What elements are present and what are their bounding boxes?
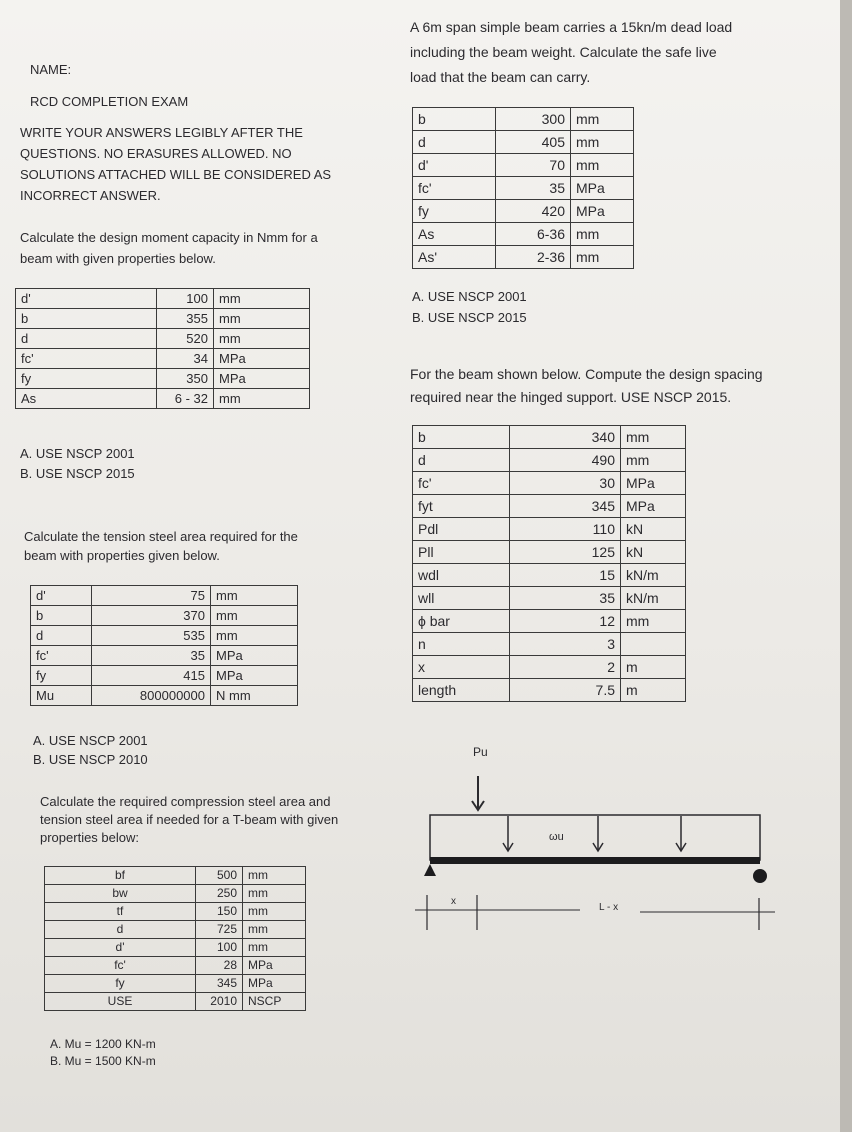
property-value: 100: [157, 289, 214, 309]
table-row: [413, 108, 634, 131]
property-label: b: [16, 309, 157, 329]
beam-line: [430, 857, 760, 864]
table-row: [413, 154, 634, 177]
property-label: d': [31, 586, 92, 606]
table-row: [413, 610, 686, 633]
property-unit: MPa: [621, 472, 686, 495]
property-label: b: [31, 606, 92, 626]
table-row: [16, 329, 310, 349]
instructions-line-4: INCORRECT ANSWER.: [20, 188, 161, 203]
table-row: [413, 131, 634, 154]
property-value: 100: [196, 939, 243, 957]
table-row: [413, 679, 686, 702]
property-label: ϕ bar: [413, 610, 510, 633]
q3-prompt-line-1: Calculate the tension steel area required for the: [24, 529, 298, 544]
q2-properties-table: [412, 107, 634, 269]
property-label: n: [413, 633, 510, 656]
property-label: As: [413, 223, 496, 246]
property-label: fc': [45, 957, 196, 975]
table-row: [413, 177, 634, 200]
table-row: [45, 921, 306, 939]
property-unit: mm: [214, 289, 310, 309]
property-unit: MPa: [621, 495, 686, 518]
property-label: Mu: [31, 686, 92, 706]
q3-option-a: A. USE NSCP 2001: [33, 733, 148, 748]
property-value: 405: [496, 131, 571, 154]
property-label: wll: [413, 587, 510, 610]
property-value: 28: [196, 957, 243, 975]
property-value: 12: [510, 610, 621, 633]
q5-prompt-line-1: Calculate the required compression steel area and: [40, 794, 331, 809]
point-load-label: Pu: [473, 745, 488, 759]
property-value: 345: [196, 975, 243, 993]
property-label: fy: [31, 666, 92, 686]
q2-prompt-line-3: load that the beam can carry.: [410, 69, 591, 85]
property-unit: mm: [571, 154, 634, 177]
property-unit: mm: [571, 246, 634, 269]
table-row: [413, 200, 634, 223]
table-row: [413, 495, 686, 518]
q5-prompt-line-3: properties below:: [40, 830, 139, 845]
property-value: 350: [157, 369, 214, 389]
property-unit: mm: [621, 426, 686, 449]
property-value: 490: [510, 449, 621, 472]
property-unit: MPa: [214, 349, 310, 369]
property-unit: mm: [571, 223, 634, 246]
q3-properties-table: [30, 585, 298, 706]
property-unit: mm: [621, 610, 686, 633]
property-value: 345: [510, 495, 621, 518]
table-row: [413, 564, 686, 587]
property-unit: MPa: [243, 957, 306, 975]
table-row: [45, 867, 306, 885]
property-label: d: [413, 449, 510, 472]
property-value: 6-36: [496, 223, 571, 246]
property-label: d: [45, 921, 196, 939]
property-unit: mm: [243, 903, 306, 921]
q4-properties-table: [412, 425, 686, 702]
property-label: fc': [413, 177, 496, 200]
property-label: fy: [16, 369, 157, 389]
property-value: 34: [157, 349, 214, 369]
property-label: fy: [45, 975, 196, 993]
property-value: 70: [496, 154, 571, 177]
property-unit: mm: [243, 939, 306, 957]
property-label: As: [16, 389, 157, 409]
instructions-line-1: WRITE YOUR ANSWERS LEGIBLY AFTER THE: [20, 125, 303, 140]
name-label: NAME:: [30, 62, 72, 77]
q3-prompt-line-2: beam with properties given below.: [24, 548, 220, 563]
property-value: 35: [510, 587, 621, 610]
property-value: 35: [496, 177, 571, 200]
table-row: [413, 246, 634, 269]
q5-option-a: A. Mu = 1200 KN-m: [50, 1037, 156, 1051]
property-value: 15: [510, 564, 621, 587]
instructions-line-3: SOLUTIONS ATTACHED WILL BE CONSIDERED AS: [20, 167, 332, 182]
property-value: 7.5: [510, 679, 621, 702]
property-value: 2: [510, 656, 621, 679]
table-row: [45, 957, 306, 975]
table-row: [413, 472, 686, 495]
property-label: bw: [45, 885, 196, 903]
distributed-load-block: [430, 815, 760, 860]
property-value: 125: [510, 541, 621, 564]
property-unit: mm: [211, 606, 298, 626]
property-value: 75: [92, 586, 211, 606]
q2-option-a: A. USE NSCP 2001: [412, 289, 527, 304]
property-unit: kN/m: [621, 587, 686, 610]
table-row: [413, 541, 686, 564]
property-label: fc': [16, 349, 157, 369]
property-value: 800000000: [92, 686, 211, 706]
table-row: [45, 885, 306, 903]
property-value: 370: [92, 606, 211, 626]
q1-option-b: B. USE NSCP 2015: [20, 466, 135, 481]
property-unit: MPa: [571, 200, 634, 223]
distributed-load-label: ωu: [549, 831, 564, 843]
property-label: d: [16, 329, 157, 349]
property-unit: m: [621, 656, 686, 679]
property-unit: kN/m: [621, 564, 686, 587]
dimension-x-label: x: [451, 896, 456, 907]
property-label: As': [413, 246, 496, 269]
table-row: [413, 633, 686, 656]
property-unit: m: [621, 679, 686, 702]
exam-title: RCD COMPLETION EXAM: [30, 94, 189, 109]
table-row: [16, 289, 310, 309]
table-row: [16, 349, 310, 369]
property-unit: MPa: [243, 975, 306, 993]
property-value: 2-36: [496, 246, 571, 269]
property-value: 500: [196, 867, 243, 885]
table-row: [16, 309, 310, 329]
dimension-line: [415, 895, 775, 930]
property-value: 6 - 32: [157, 389, 214, 409]
q4-prompt-line-2: required near the hinged support. USE NSCP 2015.: [410, 389, 732, 405]
table-row: [413, 426, 686, 449]
q2-prompt-line-1: A 6m span simple beam carries a 15kn/m dead load: [410, 19, 733, 35]
property-value: 30: [510, 472, 621, 495]
q1-option-a: A. USE NSCP 2001: [20, 446, 135, 461]
property-label: tf: [45, 903, 196, 921]
property-unit: MPa: [211, 646, 298, 666]
property-unit: MPa: [214, 369, 310, 389]
table-row: [31, 586, 298, 606]
table-row: [16, 389, 310, 409]
q5-prompt-line-2: tension steel area if needed for a T-beam with given: [40, 812, 339, 827]
property-unit: mm: [214, 329, 310, 349]
dimension-rest-label: L - x: [599, 902, 619, 913]
property-value: 415: [92, 666, 211, 686]
property-value: 110: [510, 518, 621, 541]
q1-properties-table: [15, 288, 310, 409]
property-label: fc': [413, 472, 510, 495]
property-label: d': [413, 154, 496, 177]
property-unit: kN: [621, 518, 686, 541]
property-label: USE: [45, 993, 196, 1011]
property-label: bf: [45, 867, 196, 885]
property-value: 725: [196, 921, 243, 939]
table-row: [413, 587, 686, 610]
property-label: fy: [413, 200, 496, 223]
beam-diagram: [405, 740, 785, 950]
table-row: [45, 975, 306, 993]
property-label: Pll: [413, 541, 510, 564]
property-unit: mm: [211, 586, 298, 606]
property-unit: [621, 633, 686, 656]
distributed-load-arrow: [593, 816, 603, 851]
property-unit: MPa: [571, 177, 634, 200]
table-row: [413, 449, 686, 472]
table-row: [31, 646, 298, 666]
property-unit: mm: [571, 108, 634, 131]
paper-edge-shadow: [840, 0, 852, 1132]
property-value: 520: [157, 329, 214, 349]
property-value: 150: [196, 903, 243, 921]
property-unit: NSCP: [243, 993, 306, 1011]
property-label: d': [16, 289, 157, 309]
property-label: b: [413, 108, 496, 131]
table-row: [16, 369, 310, 389]
q1-prompt-line-2: beam with given properties below.: [20, 251, 216, 266]
table-row: [413, 656, 686, 679]
property-unit: mm: [211, 626, 298, 646]
property-label: d: [413, 131, 496, 154]
property-unit: mm: [243, 867, 306, 885]
property-label: Pdl: [413, 518, 510, 541]
property-unit: N mm: [211, 686, 298, 706]
table-row: [413, 223, 634, 246]
table-row: [45, 903, 306, 921]
property-value: 340: [510, 426, 621, 449]
property-unit: kN: [621, 541, 686, 564]
property-label: d: [31, 626, 92, 646]
property-value: 2010: [196, 993, 243, 1011]
property-label: d': [45, 939, 196, 957]
property-label: wdl: [413, 564, 510, 587]
hinge-support-icon: [424, 864, 436, 876]
q5-properties-table: [44, 866, 306, 1011]
property-value: 300: [496, 108, 571, 131]
table-row: [31, 666, 298, 686]
q2-prompt-line-2: including the beam weight. Calculate the safe live: [410, 44, 717, 60]
property-value: 35: [92, 646, 211, 666]
table-row: [31, 626, 298, 646]
q3-option-b: B. USE NSCP 2010: [33, 752, 148, 767]
table-row: [31, 686, 298, 706]
property-unit: mm: [243, 921, 306, 939]
q1-prompt-line-1: Calculate the design moment capacity in Nmm for a: [20, 230, 318, 245]
q5-option-b: B. Mu = 1500 KN-m: [50, 1054, 156, 1068]
table-row: [45, 993, 306, 1011]
table-row: [45, 939, 306, 957]
property-label: fc': [31, 646, 92, 666]
instructions-line-2: QUESTIONS. NO ERASURES ALLOWED. NO: [20, 146, 292, 161]
property-value: 420: [496, 200, 571, 223]
distributed-load-arrow: [503, 816, 513, 851]
property-unit: mm: [243, 885, 306, 903]
property-label: b: [413, 426, 510, 449]
property-label: length: [413, 679, 510, 702]
table-row: [31, 606, 298, 626]
point-load-arrow: [472, 776, 484, 810]
property-unit: mm: [571, 131, 634, 154]
property-value: 250: [196, 885, 243, 903]
property-unit: MPa: [211, 666, 298, 686]
property-value: 3: [510, 633, 621, 656]
property-unit: mm: [214, 389, 310, 409]
q4-prompt-line-1: For the beam shown below. Compute the design spacing: [410, 366, 763, 382]
property-value: 535: [92, 626, 211, 646]
roller-support-icon: [753, 869, 767, 883]
property-label: fyt: [413, 495, 510, 518]
property-label: x: [413, 656, 510, 679]
distributed-load-arrow: [676, 816, 686, 851]
property-value: 355: [157, 309, 214, 329]
property-unit: mm: [621, 449, 686, 472]
table-row: [413, 518, 686, 541]
property-unit: mm: [214, 309, 310, 329]
q2-option-b: B. USE NSCP 2015: [412, 310, 527, 325]
